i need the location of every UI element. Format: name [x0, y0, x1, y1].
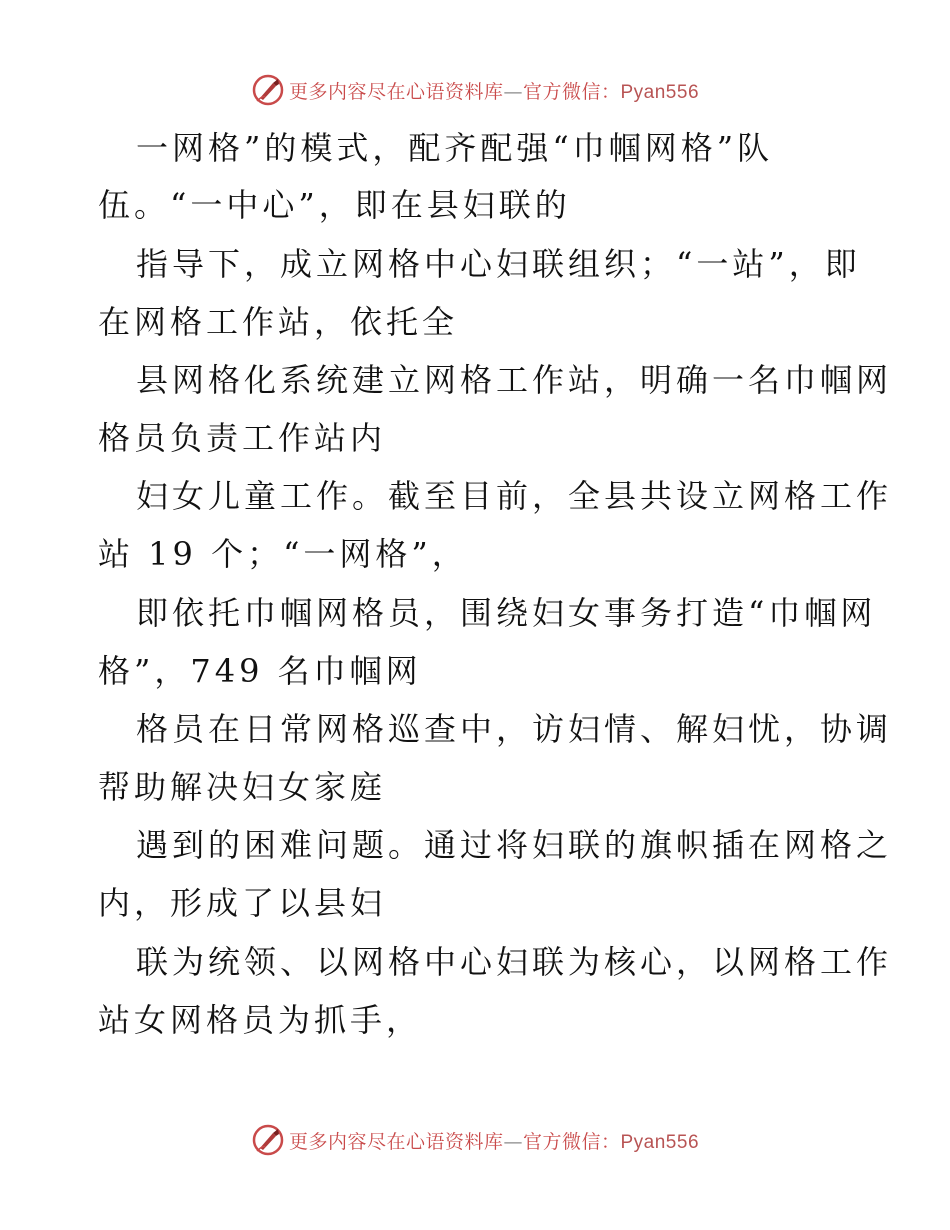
- text-line: 站女网格员为抓手，: [98, 1001, 423, 1039]
- text-line: 格员负责工作站内: [98, 419, 387, 457]
- text-line: 县网格化系统建立网格工作站，明确一名巾帼网: [136, 361, 893, 399]
- quill-pen-logo-icon: [251, 1123, 285, 1157]
- watermark-dash: —: [503, 1130, 523, 1153]
- quill-pen-logo-icon: [251, 73, 285, 107]
- text-line: 内，形成了以县妇: [98, 884, 387, 922]
- text-line: 妇女儿童工作。截至目前，全县共设立网格工作: [136, 477, 893, 515]
- text-line: 一网格”的模式，配齐配强“巾帼网格”队: [136, 129, 774, 167]
- text-line: 帮助解决妇女家庭: [98, 768, 387, 806]
- watermark-brand: 更多内容尽在心语资料库: [288, 1130, 504, 1153]
- text-line: 在网格工作站，依托全: [98, 303, 459, 341]
- watermark-official-label: 官方微信：: [522, 1130, 621, 1153]
- watermark-brand: 更多内容尽在心语资料库: [288, 80, 504, 103]
- text-line: 伍。“一中心”，即在县妇联的: [98, 186, 571, 224]
- text-line: 联为统领、以网格中心妇联为核心，以网格工作: [136, 943, 893, 981]
- text-line: 遇到的困难问题。通过将妇联的旗帜插在网格之: [136, 826, 893, 864]
- footer-watermark: [0, 1120, 950, 1160]
- text-line: 站 19 个；“一网格”，: [98, 535, 468, 573]
- watermark-official-label: 官方微信：: [522, 80, 621, 103]
- text-line: 格员在日常网格巡查中，访妇情、解妇忧，协调: [136, 710, 893, 748]
- watermark-wechat-id: Pyan556: [620, 81, 700, 103]
- text-line: 即依托巾帼网格员，围绕妇女事务打造“巾帼网: [136, 594, 877, 632]
- text-line: 格”，749 名巾帼网: [98, 652, 422, 690]
- watermark-text: [289, 77, 699, 104]
- text-line: 指导下，成立网格中心妇联组织；“一站”，即: [136, 245, 861, 283]
- watermark-wechat-id: Pyan556: [620, 1131, 700, 1153]
- watermark-text: [289, 1127, 699, 1154]
- watermark-dash: —: [503, 80, 523, 103]
- header-watermark: [0, 70, 950, 110]
